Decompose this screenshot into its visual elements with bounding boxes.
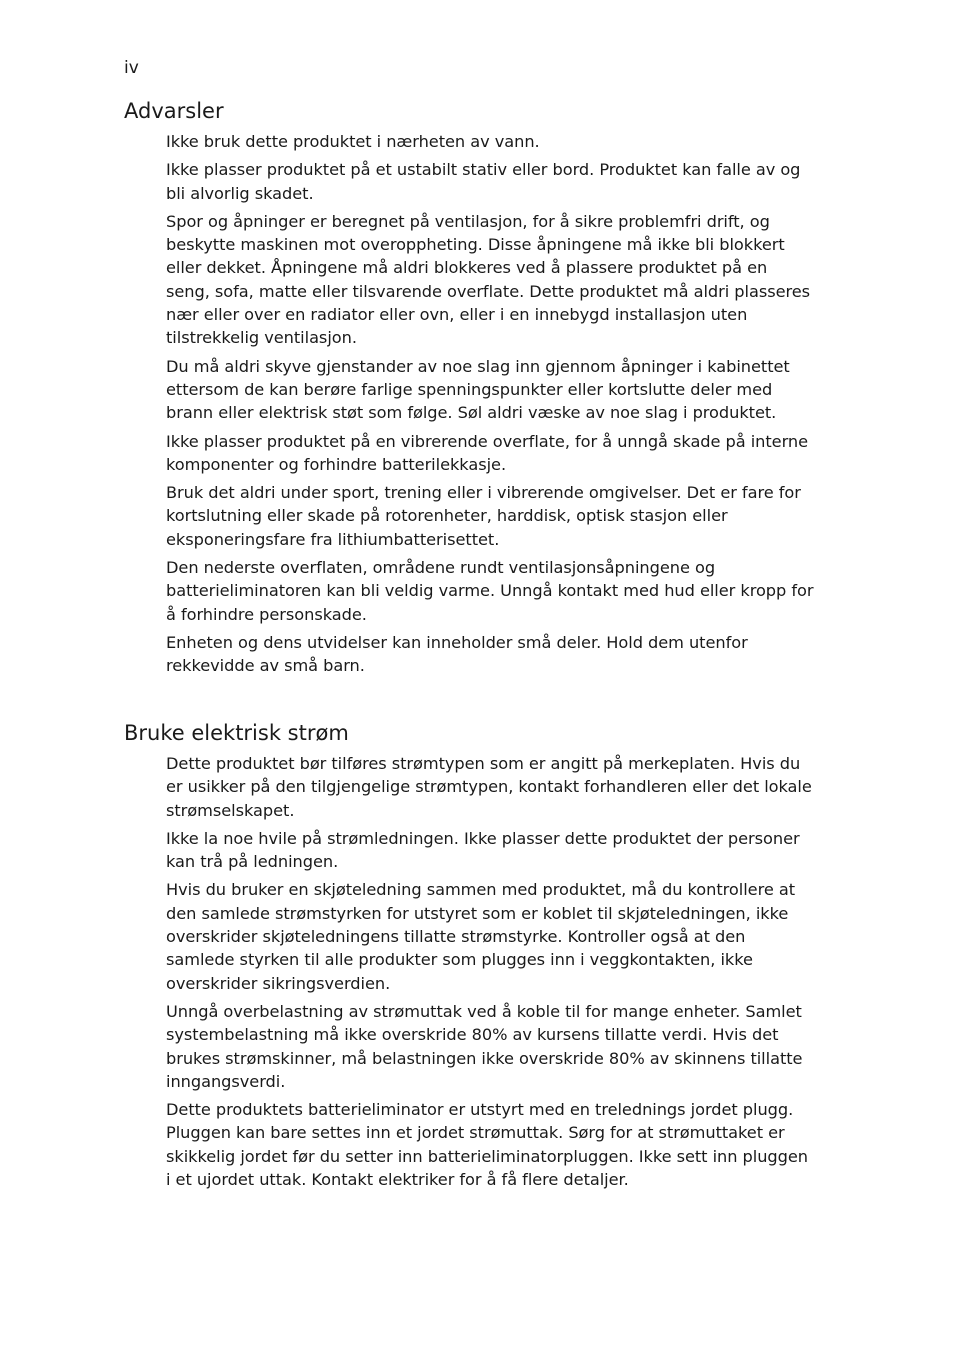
paragraph: Ikke plasser produktet på et ustabilt stativ eller bord. Produktet kan falle av og bli alvorlig skadet.	[166, 160, 801, 203]
paragraph: Enheten og dens utvidelser kan inneholder små deler. Hold dem utenfor rekkevidde av små barn.	[166, 632, 748, 676]
paragraph: Dette produktet bør tilføres strømtypen som er angitt på merkeplaten. Hvis du er usikker på den tilgjengelige strømtypen, kontakt forhandleren eller det lokale strømselskapet.	[166, 754, 812, 820]
paragraph: Bruk det aldri under sport, trening eller i vibrerende omgivelser. Det er fare for kortslutning eller skade på rotorenheter, harddisk, optisk stasjon eller eksponeringsfare fra lithiumbatterisettet.	[166, 483, 801, 549]
section-heading: Bruke elektrisk strøm	[124, 721, 349, 745]
paragraph: Unngå overbelastning av strømuttak ved å koble til for mange enheter. Samlet systembelastning må ikke overskride 80% av kursens tillatte verdi. Hvis det brukes strømskinner, må belastningen ikke overskride 80% av skinnens tillatte inngangsverdi.	[166, 1001, 803, 1091]
paragraph: Hvis du bruker en skjøteledning sammen med produktet, må du kontrollere at den samlede strømstyrken for utstyret som er koblet til skjøteledningen, ikke overskrider skjøteledningens tillatte strømstyrke. Kontroller også at den samlede styrken til alle produkter som plugges inn i veggkontakten, ikke overskrider sikringsverdien.	[166, 880, 795, 993]
section-warnings	[124, 98, 814, 683]
section-heading: Advarsler	[124, 99, 224, 123]
paragraph: Ikke bruk dette produktet i nærheten av vann.	[166, 132, 540, 151]
paragraph: Dette produktets batterieliminator er utstyrt med en trelednings jordet plugg. Pluggen kan bare settes inn et jordet strømuttak. Sørg for at strømuttaket er skikkelig jordet før du setter inn batterieliminatorpluggen. Ikke sett inn pluggen i et ujordet uttak. Kontakt elektriker for å få flere detaljer.	[166, 1100, 808, 1190]
paragraph: Ikke plasser produktet på en vibrerende overflate, for å unngå skade på interne komponenter og forhindre batterilekkasje.	[166, 431, 809, 474]
page-number: iv	[124, 58, 139, 78]
paragraph: Ikke la noe hvile på strømledningen. Ikke plasser dette produktet der personer kan trå på ledningen.	[166, 828, 800, 872]
section-electric-power	[124, 720, 814, 1196]
paragraph: Den nederste overflaten, områdene rundt ventilasjonsåpningene og batterieliminatoren kan bli veldig varme. Unngå kontakt med hud eller kropp for å forhindre personskade.	[166, 558, 814, 624]
paragraph: Spor og åpninger er beregnet på ventilasjon, for å sikre problemfri drift, og beskytte maskinen mot overoppheting. Disse åpningene må ikke bli blokkert eller dekket. Åpningene må aldri blokkeres ved å plassere produktet på en seng, sofa, matte eller tilsvarende overflate. Dette produktet må aldri plasseres nær eller over en radiator eller ovn, eller i en innebygd installasjon uten tilstrekkelig ventilasjon.	[166, 211, 811, 348]
paragraph: Du må aldri skyve gjenstander av noe slag inn gjennom åpninger i kabinettet ettersom de kan berøre farlige spenningspunkter eller kortslutte deler med brann eller elektrisk støt som følge. Søl aldri væske av noe slag i produktet.	[166, 356, 790, 423]
